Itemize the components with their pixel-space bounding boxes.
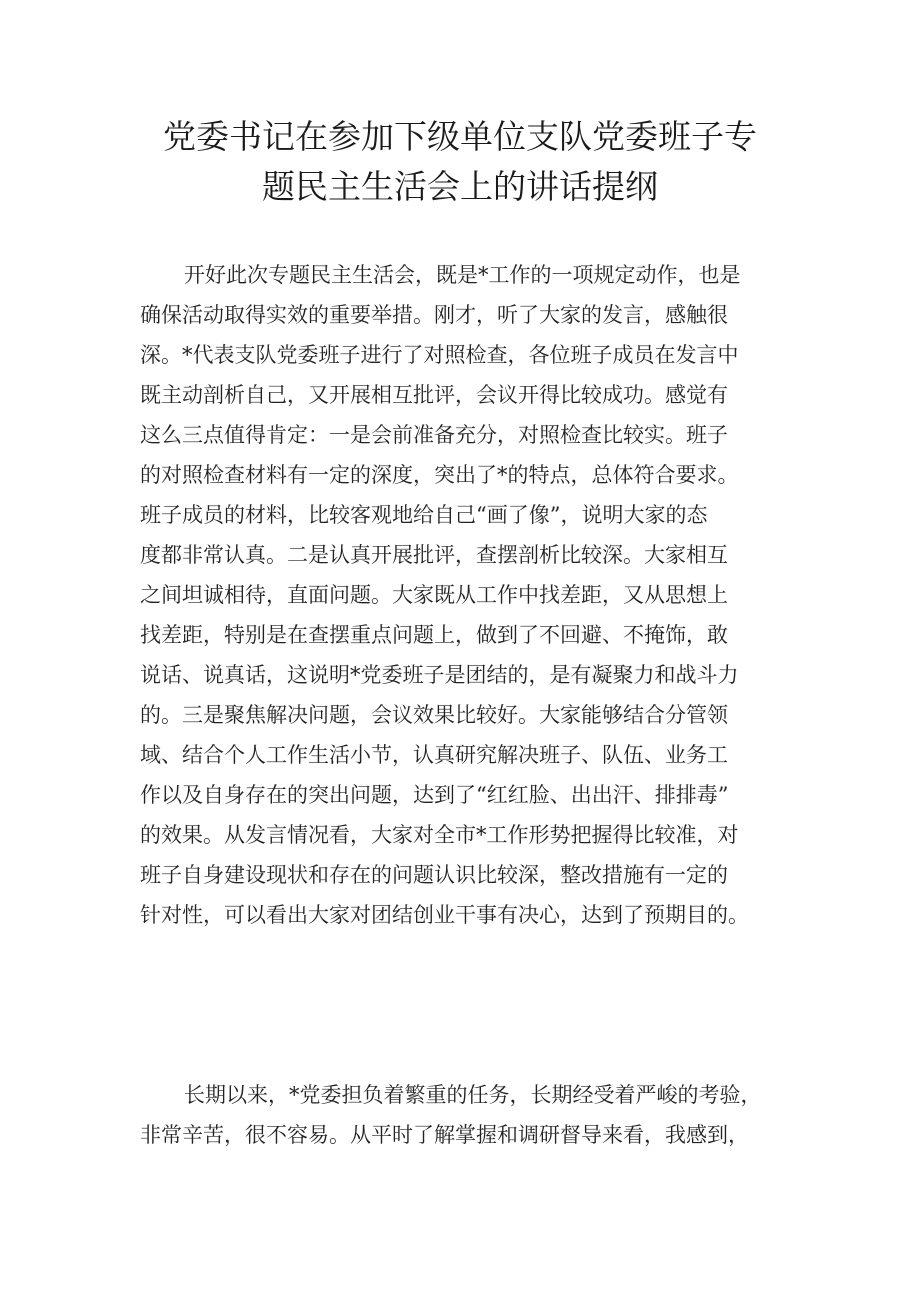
- text-line: 这么三点值得肯定：一是会前准备充分，对照检查比较实。班子: [140, 423, 728, 447]
- text-line: 的对照检查材料有一定的深度，突出了*的特点，总体符合要求。: [140, 463, 739, 487]
- text-line: 确保活动取得实效的重要举措。刚才，听了大家的发言，感触很: [140, 303, 728, 327]
- text-line: 班子成员的材料，比较客观地给自己“画了像”，说明大家的态: [140, 503, 708, 527]
- text-line: 域、结合个人工作生活小节，认真研究解决班子、队伍、业务工: [140, 743, 728, 767]
- document-title: [120, 112, 800, 212]
- text-line: 班子自身建设现状和存在的问题认识比较深，整改措施有一定的: [140, 863, 728, 887]
- text-line: 说话、说真话，这说明*党委班子是团结的，是有凝聚力和战斗力: [140, 663, 739, 687]
- paragraph-2: [140, 1075, 800, 1155]
- text-line: 作以及自身存在的突出问题，达到了“红红脸、出出汗、排排毒”: [140, 783, 729, 807]
- title-line-2: 题民主生活会上的讲话提纲: [262, 167, 658, 206]
- title-line-1: 党委书记在参加下级单位支队党委班子专: [163, 117, 757, 156]
- text-line: 既主动剖析自己，又开展相互批评，会议开得比较成功。感觉有: [140, 383, 728, 407]
- text-line: 深。*代表支队党委班子进行了对照检查，各位班子成员在发言中: [140, 343, 739, 367]
- text-line: 的效果。从发言情况看，大家对全市*工作形势把握得比较准，对: [140, 823, 739, 847]
- text-line: 针对性，可以看出大家对团结创业干事有决心，达到了预期目的。: [140, 903, 749, 927]
- text-line: 度都非常认真。二是认真开展批评，查摆剖析比较深。大家相互: [140, 543, 728, 567]
- text-line: 的。三是聚焦解决问题，会议效果比较好。大家能够结合分管领: [140, 703, 728, 727]
- text-line: 找差距，特别是在查摆重点问题上，做到了不回避、不掩饰，敢: [140, 623, 728, 647]
- text-line: 开好此次专题民主生活会，既是*工作的一项规定动作，也是: [184, 263, 741, 287]
- text-line: 非常辛苦，很不容易。从平时了解掌握和调研督导来看，我感到，: [140, 1123, 749, 1147]
- text-line: 之间坦诚相待，直面问题。大家既从工作中找差距，又从思想上: [140, 583, 728, 607]
- text-line: 长期以来，*党委担负着繁重的任务，长期经受着严峻的考验，: [184, 1083, 762, 1107]
- paragraph-1: [140, 255, 800, 935]
